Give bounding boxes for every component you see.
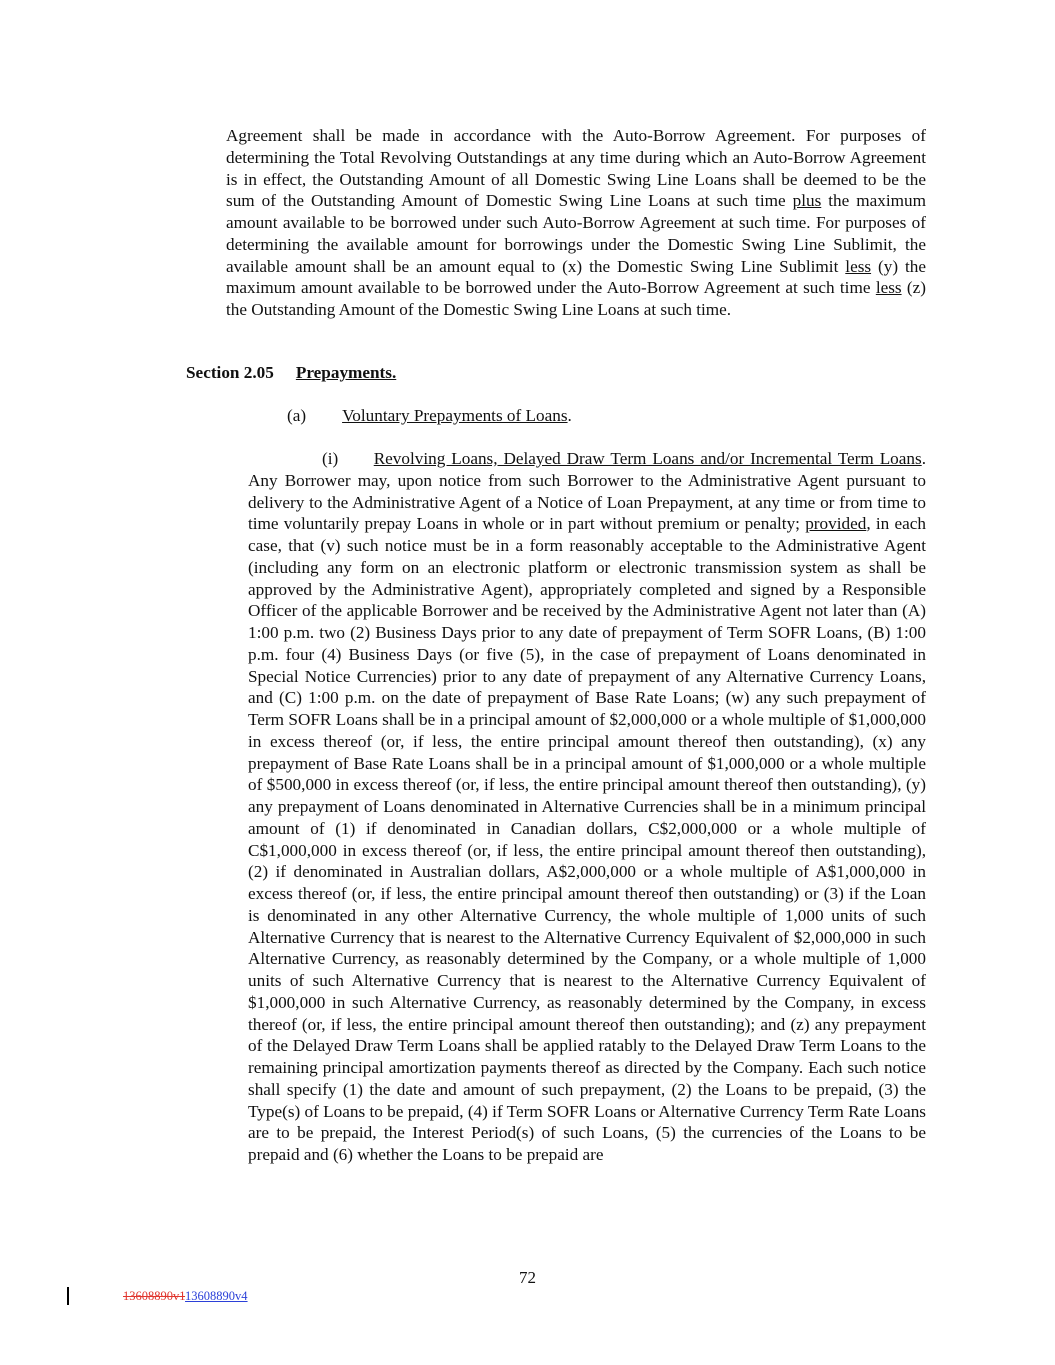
subsection-label: (a) bbox=[287, 406, 307, 425]
subsection-title: Voluntary Prepayments of Loans bbox=[342, 406, 568, 425]
defined-term-less: less bbox=[845, 256, 872, 276]
section-heading bbox=[186, 363, 396, 383]
paragraph-text: Agreement shall be made in accordance with the Auto-Borrow Agreement. For purposes of determining the Total Revolving Outstandings at any time during which an Auto-Borrow Agreement is in effect, the Outstanding Amount of all Domestic Swing Line Loans shall be deemed to be the sum of the Outstanding Amount of Domestic Swing Line Loans at such time bbox=[226, 126, 926, 211]
section-number: Section 2.05 bbox=[186, 363, 274, 382]
paragraph-text: (y) the maximum amount available to be borrowed under the Auto-Borrow Agreement at such time bbox=[226, 256, 926, 298]
paragraph-text: (z) the Outstanding Amount of the Domestic Swing Line Loans at such time. bbox=[226, 278, 927, 319]
defined-term-plus: plus bbox=[792, 191, 822, 211]
subsection-period: . bbox=[567, 406, 572, 425]
continued-paragraph bbox=[226, 125, 926, 321]
defined-term-provided: provided bbox=[805, 514, 867, 534]
document-id-deleted: 13608890v1 bbox=[123, 1289, 186, 1303]
document-id bbox=[123, 1289, 248, 1304]
document-id-inserted: 13608890v4 bbox=[185, 1289, 248, 1303]
clause-title: Revolving Loans, Delayed Draw Term Loans and/or Incremental Term Loans bbox=[373, 449, 922, 468]
clause-paragraph bbox=[248, 448, 926, 1166]
page-number: 72 bbox=[519, 1268, 536, 1287]
defined-term-less: less bbox=[875, 278, 902, 298]
subsection-heading bbox=[287, 406, 572, 426]
section-title: Prepayments. bbox=[295, 363, 397, 382]
clause-label-gap bbox=[338, 449, 373, 468]
paragraph-text: the maximum amount available to be borrowed under such Auto-Borrow Agreement at such time. For purposes of determining the available amount for borrowings under the Domestic Swing Line Sublimit, the available amount shall be an amount equal to (x) the Domestic Swing Line Sublimit bbox=[226, 191, 926, 276]
clause-text: , in each case, that (v) such notice must be in a form reasonably acceptable to the Administrative Agent (including any form on an electronic platform or electronic transmission system as shall be approved by the Administrative Agent), appropriately completed and signed by a Responsible Officer of the applicable Borrower and be received by the Administrative Agent not later than (A) 1:00 p.m. two (2) Business Days prior to any date of prepayment of Term SOFR Loans, (B) 1:00 p.m. four (4) Business Days (or five (5), in the case of prepayment of Loans denominated in Special Notice Currencies) prior to any date of prepayment of any Alternative Currency Loans, and (C) 1:00 p.m. on the date of prepayment of Base Rate Loans; (w) any such prepayment of Term SOFR Loans shall be in a principal amount of $2,000,000 or a whole multiple of $1,000,000 in excess thereof (or, if less, the entire principal amount thereof then outstanding), (x) any prepayment of Base Rate Loans shall be in a principal amount of $1,000,000 or a whole multiple of $500,000 in excess thereof (or, if less, the entire principal amount thereof then outstanding), (y) any prepayment of Loans denominated in Alternative Currencies shall be in a minimum principal amount of (1) if denominated in Canadian dollars, C$2,000,000 or a whole multiple of C$1,000,000 in excess thereof (or, if less, the entire principal amount thereof then outstanding), (2) if denominated in Australian dollars, A$2,000,000 or a whole multiple of A$1,000,000 in excess thereof (or, if less, the entire principal amount thereof then outstanding) or (3) if the Loan is denominated in any other Alternative Currency, the whole multiple of 1,000 units of such Alternative Currency that is nearest to the Alternative Currency Equivalent of $2,000,000 in such Alternative Currency, as reasonably determined by the Company, or a whole multiple of 1,000 units of such Alternative Currency that is nearest to the Alternative Currency Equivalent of $1,000,000 in such Alternative Currency, as reasonably determined by the Company, in excess thereof (or, if less, the entire principal amount thereof then outstanding); and (z) any prepayment of the Delayed Draw Term Loans shall be applied ratably to the Delayed Draw Term Loans to the remaining principal amortization payments thereof as directed by the Company. Each such notice shall specify (1) the date and amount of such prepayment, (2) the Loans to be prepaid, (3) the Type(s) of Loans to be prepaid, (4) if Term SOFR Loans or Alternative Currency Term Rate Loans are to be prepaid, the Interest Period(s) of such Loans, (5) the currencies of the Loans to be prepaid and (6) whether the Loans to be prepaid are bbox=[248, 514, 926, 1164]
revision-change-bar bbox=[67, 1287, 69, 1305]
clause-text: . Any Borrower may, upon notice from such Borrower to the Administrative Agent pursuant to delivery to the Administrative Agent of a Notice of Loan Prepayment, at any time or from time to time voluntarily prepay Loans in whole or in part without premium or penalty; bbox=[248, 449, 926, 534]
clause-label: (i) bbox=[322, 449, 339, 468]
